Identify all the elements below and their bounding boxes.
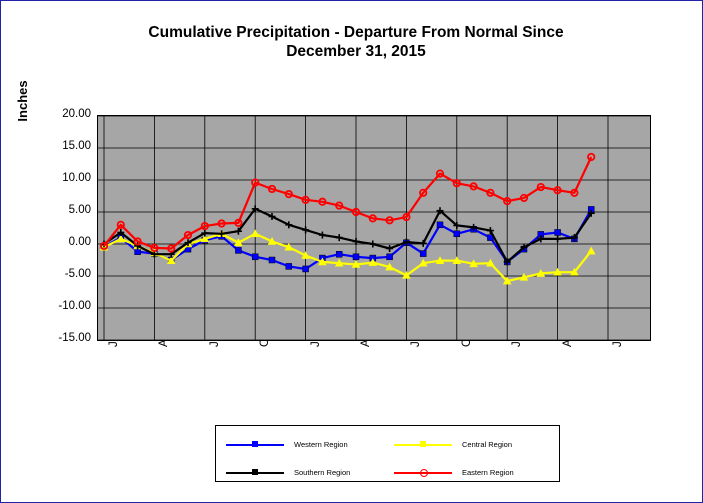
legend-marker xyxy=(420,469,428,477)
y-axis-tick-label: 5.00 xyxy=(68,204,91,216)
legend-label: Eastern Region xyxy=(462,468,514,477)
y-axis-tick-label: -15.00 xyxy=(58,332,91,344)
legend-marker xyxy=(252,469,258,475)
y-axis-label: Inches xyxy=(15,80,30,122)
y-axis-tick-label: 0.00 xyxy=(68,236,91,248)
y-axis-tick-label: -5.00 xyxy=(64,268,91,280)
y-axis-tick-label: -10.00 xyxy=(58,300,91,312)
chart-title-line1: Cumulative Precipitation - Departure From Normal Since xyxy=(148,24,564,41)
chart-title xyxy=(61,23,651,61)
legend-label: Central Region xyxy=(462,440,513,449)
y-axis-tick-label: 20.00 xyxy=(62,108,91,120)
plot-area xyxy=(97,115,651,341)
y-axis-tick-label: 15.00 xyxy=(62,140,91,152)
chart-title-line2: December 31, 2015 xyxy=(286,43,426,60)
plot-svg xyxy=(98,116,650,340)
chart-legend xyxy=(215,425,560,482)
legend-marker xyxy=(420,441,426,447)
legend-label: Southern Region xyxy=(294,468,351,477)
legend-marker xyxy=(252,441,258,447)
legend-label: Western Region xyxy=(294,440,348,449)
y-axis-tick-label: 10.00 xyxy=(62,172,91,184)
